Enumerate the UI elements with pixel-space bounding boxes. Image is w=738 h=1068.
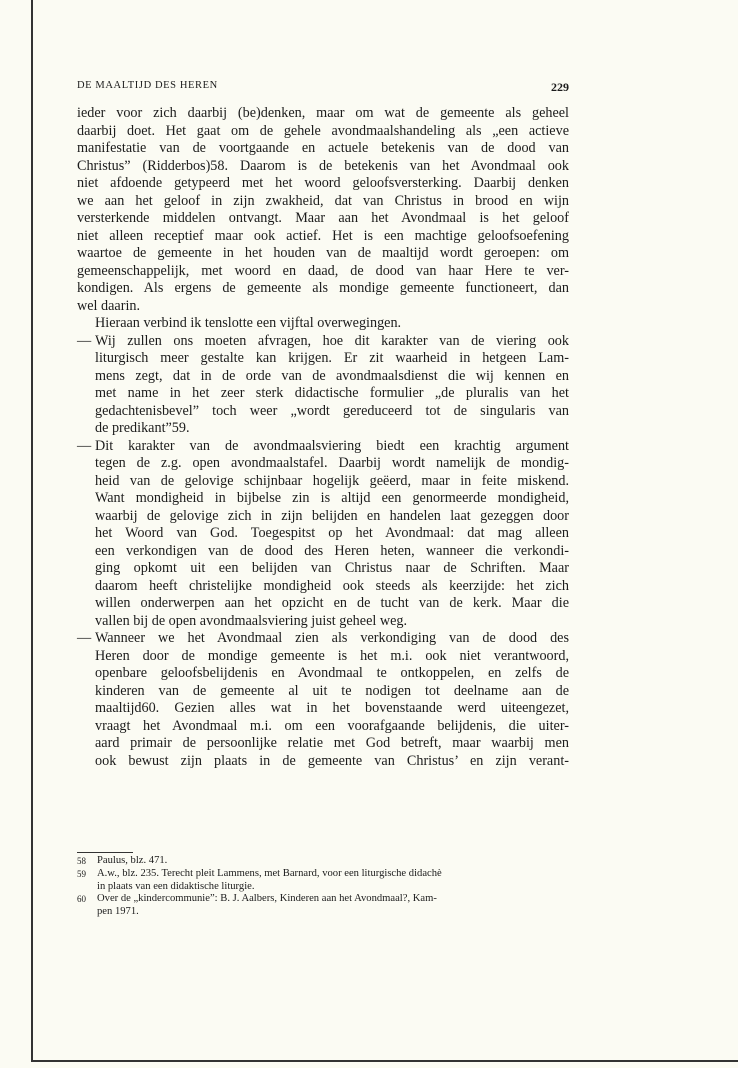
dash-bullet: — bbox=[77, 437, 92, 454]
list-item bbox=[77, 630, 569, 770]
text-line: ging opkomt uit een belijden van Christus naar de Schriften. Maar bbox=[95, 560, 569, 576]
footnote bbox=[77, 855, 569, 868]
text-line: Heren door de mondige gemeente is het m.i. ook niet verantwoord, bbox=[95, 647, 569, 664]
text-line: heid van de gelovige schijnbaar hogelijk geëerd, maar in feite miskend. bbox=[95, 472, 569, 489]
text-line: we aan het geloof in zijn zwakheid, dat van Christus in brood en wijn bbox=[77, 192, 569, 209]
text-line: met name in het zeer sterk didactische formulier „de pluralis van het bbox=[95, 385, 569, 401]
footnote-number: 59 bbox=[77, 868, 86, 879]
footnote-line: A.w., blz. 235. Terecht pleit Lammens, met Barnard, voor een liturgische didachè bbox=[97, 867, 442, 879]
text-line: vraagt het Avondmaal m.i. om een voorafgaande belijdenis, die uiter- bbox=[95, 717, 569, 734]
text-line: willen onderwerpen aan het opzicht en de tucht van de kerk. Maar die bbox=[95, 595, 569, 611]
text-line: kondigen. Als ergens de gemeente als mondige gemeente functioneert, dan bbox=[77, 280, 569, 296]
text-line: ook bewust zijn plaats in de gemeente van Christus’ en zijn verant- bbox=[95, 752, 569, 769]
footnotes bbox=[77, 855, 569, 919]
dash-bullet: — bbox=[77, 332, 92, 349]
page-left-edge bbox=[31, 0, 33, 1062]
text-line: een verkondigen van de dood des Heren heten, wanneer die verkondi- bbox=[95, 542, 569, 559]
footnote bbox=[77, 868, 569, 894]
footnote-line: in plaats van een didaktische liturgie. bbox=[97, 880, 255, 892]
footnote-number: 58 bbox=[77, 856, 86, 866]
text-line: Dit karakter van de avondmaalsviering biedt een krachtig argument bbox=[95, 437, 569, 454]
text-line: gedachtenisbevel” toch weer „wordt gereduceerd tot de singularis van bbox=[95, 402, 569, 419]
text-line: het Woord van God. Toegespitst op het Avondmaal: dat mag alleen bbox=[95, 525, 569, 541]
dash-bullet: — bbox=[77, 630, 92, 646]
text-line: ieder voor zich daarbij (be)denken, maar om wat de gemeente als geheel bbox=[77, 105, 569, 121]
footnote-rule bbox=[77, 852, 133, 853]
footnote-line: Paulus, blz. 471. bbox=[97, 855, 168, 866]
text-line: daarom heeft christelijke mondigheid ook steeds als keerzijde: het zich bbox=[95, 577, 569, 594]
footnote-line: pen 1971. bbox=[97, 906, 139, 918]
page-header bbox=[77, 80, 569, 96]
page-number: 229 bbox=[551, 80, 569, 94]
body-text bbox=[77, 105, 569, 770]
text-line: vallen bij de open avondmaalsviering juist geheel weg. bbox=[95, 612, 408, 629]
text-line: manifestatie van de voortgaande en actuele betekenis van de dood van bbox=[77, 140, 569, 156]
footnote bbox=[77, 893, 569, 919]
list-item bbox=[77, 438, 569, 631]
running-head: DE MAALTIJD DES HEREN bbox=[77, 80, 218, 91]
footnote-number: 60 bbox=[77, 894, 86, 905]
text-line: daarbij doet. Het gaat om de gehele avondmaalshandeling als „een actieve bbox=[77, 122, 569, 139]
text-line: de predikant”59. bbox=[95, 420, 190, 436]
page-bottom-edge bbox=[31, 1060, 738, 1062]
text-line: mens zegt, dat in de orde van de avondmaalsdienst die wij kennen en bbox=[95, 367, 569, 384]
list-item bbox=[77, 333, 569, 438]
text-line: Wanneer we het Avondmaal zien als verkondiging van de dood des bbox=[95, 630, 569, 646]
transition-line: Hieraan verbind ik tenslotte een vijftal overwegingen. bbox=[95, 315, 402, 331]
text-line: niet afdoende getypeerd met het woord geloofsversterking. Daarbij denken bbox=[77, 175, 569, 191]
text-line: Wij zullen ons moeten afvragen, hoe dit karakter van de viering ook bbox=[95, 332, 569, 349]
intro-paragraph bbox=[77, 105, 569, 315]
text-line: Christus” (Ridderbos)58. Daarom is de betekenis van het Avondmaal ook bbox=[77, 157, 569, 174]
text-line: kinderen van de gemeente al uit te nodigen tot deelname aan de bbox=[95, 682, 569, 699]
text-line: openbare geloofsbelijdenis en Avondmaal te ontkoppelen, en zelfs de bbox=[95, 665, 569, 681]
text-line: tegen de z.g. open avondmaalstafel. Daarbij wordt namelijk de mondig- bbox=[95, 455, 569, 471]
text-line: Want mondigheid in bijbelse zin is altijd een genormeerde mondigheid, bbox=[95, 490, 569, 506]
text-line: waartoe de gemeente in het houden van de maaltijd wordt geroepen: om bbox=[77, 245, 569, 261]
text-line: aard primair de persoonlijke relatie met God betreft, maar waarbij men bbox=[95, 735, 569, 751]
text-line: gemeenschappelijk, met woord en daad, de dood van haar Here te ver- bbox=[77, 262, 569, 279]
text-line: liturgisch meer gestalte kan krijgen. Er zit waarheid in hetgeen Lam- bbox=[95, 350, 569, 366]
text-line: waarbij de gelovige zich in zijn belijden en handelen laat gezeggen door bbox=[95, 507, 569, 524]
text-line: niet alleen receptief maar ook actief. Het is een machtige geloofsoefening bbox=[77, 227, 569, 244]
text-line: versterkende middelen ontvangt. Maar aan het Avondmaal is het geloof bbox=[77, 210, 569, 226]
text-line: maaltijd60. Gezien alles wat in het bovenstaande werd uiteengezet, bbox=[95, 700, 569, 716]
text-line: wel daarin. bbox=[77, 297, 141, 314]
footnote-line: Over de „kindercommunie”: B. J. Aalbers, Kinderen aan het Avondmaal?, Kam- bbox=[97, 893, 437, 905]
